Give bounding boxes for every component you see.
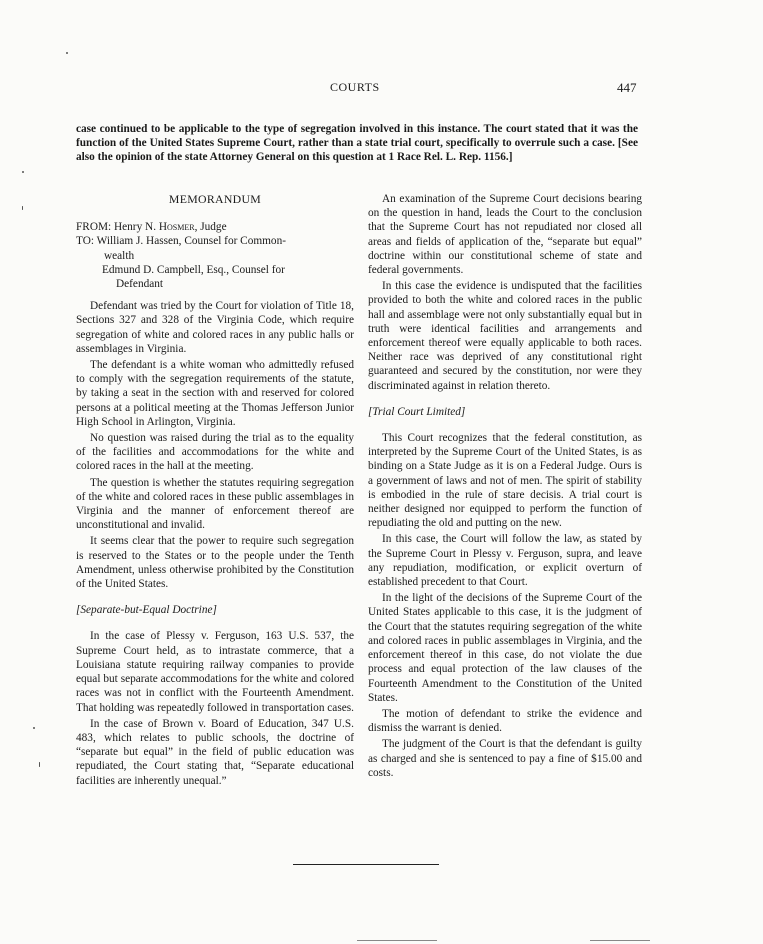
scan-speck — [39, 762, 40, 767]
headnote: case continued to be applicable to the type of segregation involved in this instance. The court stated that it was the function of the United States Supreme Court, rather than a state trial court, specifically to overrule such a case. [See also the opinion of the state Attorney General on this question at 1 Race Rel. L. Rep. 1156.] — [76, 123, 638, 163]
opinion-paragraph: The question is whether the statutes requiring segregation of the white and colored races in these public assemblages in Virginia and the manner of enforcement thereof are unconstitutional and invalid. — [76, 476, 354, 532]
opinion-paragraph: The judgment of the Court is that the defendant is guilty as charged and she is sentenced to pay a fine of $15.00 and costs. — [368, 738, 642, 779]
memo-from-label: FROM: Henry N. — [76, 221, 159, 234]
opinion-paragraph: In the case of Plessy v. Ferguson, 163 U.S. 537, the Supreme Court held, as to intrastate commerce, that a Louisiana statute requiring railway companies to provide equal but separate accommodations for the white and colored races was not in conflict with the Fourteenth Amendment. That holding was repeatedly followed in transportation cases. — [76, 630, 354, 714]
memo-to-recipient-2-cont: Defendant — [116, 278, 164, 291]
scan-speck — [22, 206, 23, 210]
page-number: 447 — [617, 80, 637, 95]
running-header-title: COURTS — [330, 80, 380, 94]
opinion-paragraph: An examination of the Supreme Court decisions bearing on the question in hand, leads the Court to the conclusion that the Supreme Court has not repudiated nor closed all areas and fields of application of the, “separate but equal” doctrine within our constitutional scheme of state and federal governments. — [368, 193, 642, 277]
opinion-paragraph: The defendant is a white woman who admittedly refused to comply with the segregation requirements of the statute, by taking a seat in the section with and reserved for colored persons at a political meeting at the Thomas Jefferson Junior High School in Arlington, Virginia. — [76, 359, 354, 428]
memo-to-recipient-2: Edmund D. Campbell, Esq., Counsel for — [102, 263, 285, 276]
memo-to-recipient-1-cont: wealth — [104, 249, 135, 262]
left-column — [76, 192, 354, 790]
section-heading: [Separate-but-Equal Doctrine] — [76, 604, 217, 617]
opinion-paragraph: The motion of defendant to strike the evidence and dismiss the warrant is denied. — [368, 707, 642, 735]
scan-edge-mark — [357, 940, 437, 941]
memo-to-line — [76, 234, 354, 262]
opinion-paragraph: Defendant was tried by the Court for violation of Title 18, Sections 327 and 328 of the Virginia Code, which require segregation of white and colored races in any public halls or assemblages in Virginia. — [76, 300, 354, 355]
memo-from-name: Hosmer — [158, 221, 195, 234]
memo-from-line — [76, 220, 354, 234]
memo-from-suffix: , Judge — [194, 221, 227, 234]
opinion-paragraph: In the light of the decisions of the Supreme Court of the United States applicable to this case, it is the judgment of the Court that the statutes requiring segregation of the white and colored races in public assemblages in Virginia, and the enforcement thereof in this case, do not violate the due process and equal protection of the law clauses of the Fourteenth Amendment to the Constitution of the United States. — [368, 592, 642, 704]
scan-speck — [33, 727, 35, 729]
memo-title: MEMORANDUM — [168, 192, 262, 206]
scan-edge-mark — [590, 940, 650, 941]
memo-to-recipient-1: TO: William J. Hassen, Counsel for Common- — [76, 235, 286, 248]
opinion-paragraph: This Court recognizes that the federal constitution, as interpreted by the Supreme Court of the United States, is as binding on a State Judge as it is on a Federal Judge. Ours is a government of laws and not of men. The spirit of stability is embodied in the rule of stare decisis. A trial court is neither designed nor equipped to perform the function of repudiating the old and putting on the new. — [368, 432, 642, 530]
opinion-paragraph: It seems clear that the power to require such segregation is reserved to the States or to the people under the Tenth Amendment, unless otherwise prohibited by the Constitution of the United States. — [76, 535, 354, 591]
scan-speck — [66, 52, 68, 54]
end-of-opinion-rule — [293, 864, 439, 865]
section-heading: [Trial Court Limited] — [368, 405, 466, 418]
memo-to-line-2 — [76, 263, 354, 291]
opinion-paragraph: In this case, the Court will follow the law, as stated by the Supreme Court in Plessy v. Ferguson, supra, and leave any repudiation, modification, or explicit overturn of established precedent to that Court. — [368, 533, 642, 589]
scan-speck — [22, 171, 24, 173]
opinion-paragraph: In this case the evidence is undisputed that the facilities provided to both the white and colored races in the public hall and assemblage were not only substantially equal but in truth were identical facilities and arrangements and enforcement thereof were equally applicable to both races. Neither race was deprived of any constitutional right guaranteed and secured by the constitution, nor were they discriminated against in relation thereto. — [368, 280, 642, 392]
right-column — [368, 192, 642, 782]
opinion-paragraph: In the case of Brown v. Board of Education, 347 U.S. 483, which relates to public schools, the doctrine of “separate but equal” in the field of public education was repudiated, the Court stating that, “Separate educational facilities are inherently unequal.” — [76, 717, 354, 787]
opinion-paragraph: No question was raised during the trial as to the equality of the facilities and accommodations for the white and colored races in the hall at the meeting. — [76, 432, 354, 473]
